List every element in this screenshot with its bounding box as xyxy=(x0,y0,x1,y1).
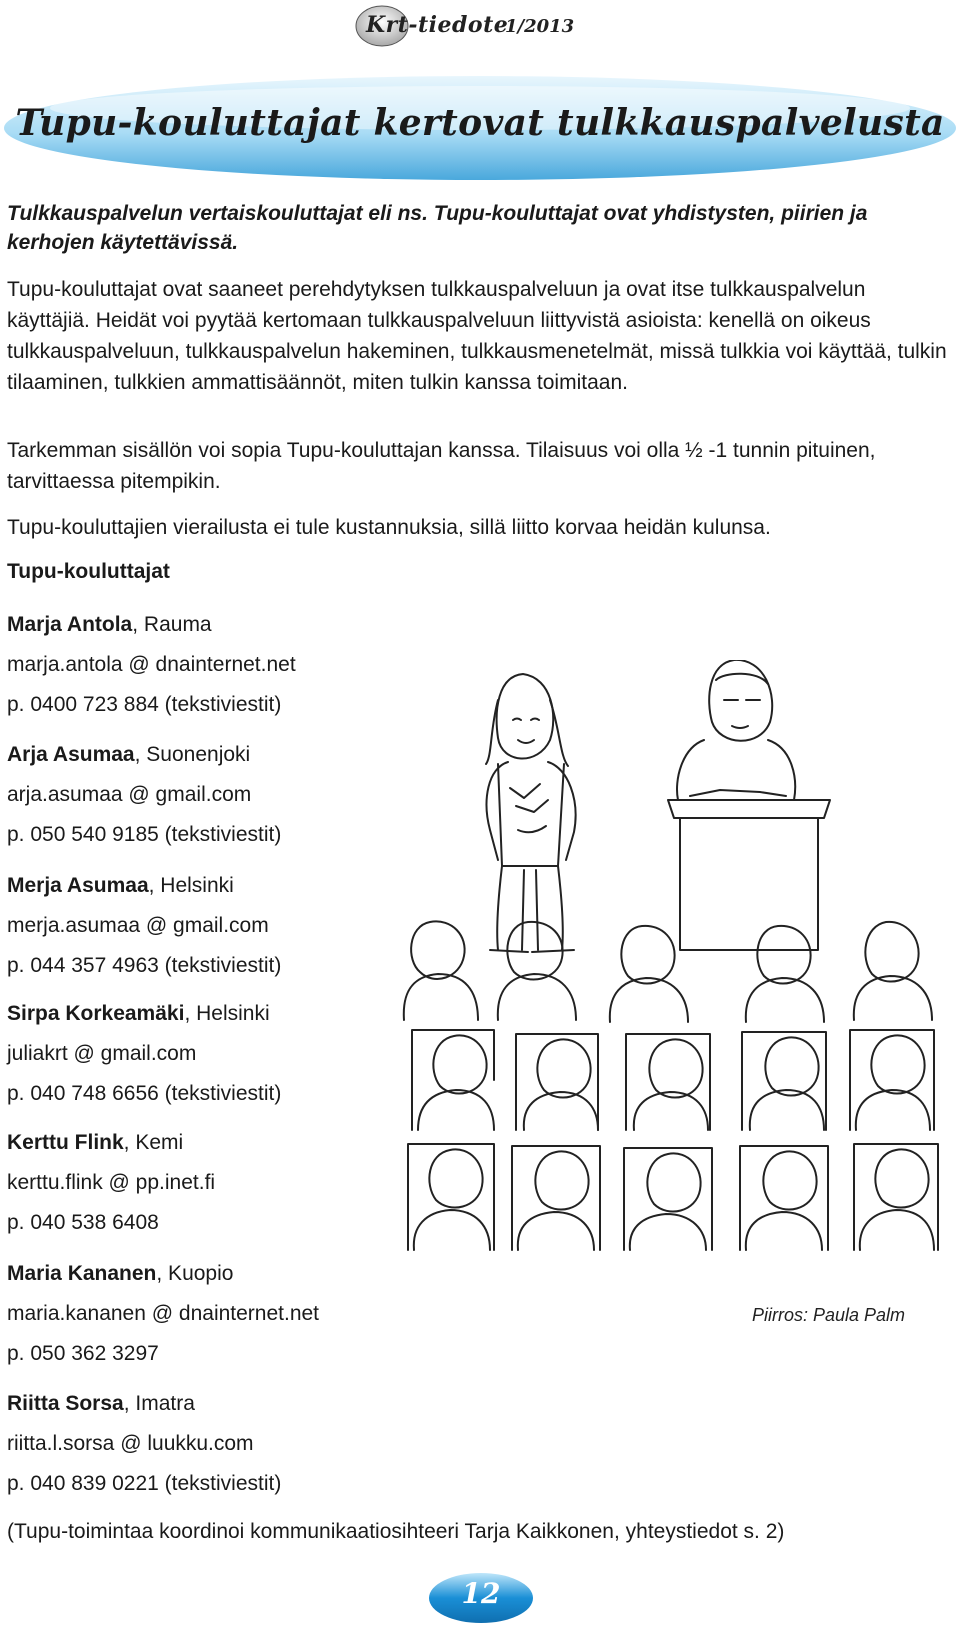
contact-phone: p. 050 540 9185 (tekstiviestit) xyxy=(7,823,282,846)
audience-row-3 xyxy=(408,1144,938,1250)
contact-city: , Kuopio xyxy=(156,1262,234,1285)
audience-row-1 xyxy=(404,921,932,1022)
contact-name: Sirpa Korkeamäki xyxy=(7,1002,185,1025)
body-paragraph-1: Tupu-kouluttajat ovat saaneet perehdytyksen tulkkauspalveluun ja ovat itse tulkkauspalvelun käyttäjiä. Heidät voi pyytää kertomaan tulkkauspalveluun liittyvistä asioista: kenellä on oikeus tulkkauspalveluun, tulkkauspalvelun hakeminen, tulkkausmenetelmät, missä tulkkia voi käyttää, tulkin tilaaminen, tulkkien ammattisäännöt, miten tulkin kanssa toimitaan. xyxy=(7,278,947,394)
contact-name: Marja Antola xyxy=(7,613,133,636)
contact-email[interactable]: juliakrt @ gmail.com xyxy=(7,1042,197,1065)
contact-card xyxy=(7,1254,319,1374)
publication-name: Krt-tiedote xyxy=(366,12,509,38)
contact-email[interactable]: riitta.l.sorsa @ luukku.com xyxy=(7,1432,254,1455)
contact-card xyxy=(7,994,281,1114)
contact-city: , Imatra xyxy=(123,1392,195,1415)
contact-name: Merja Asumaa xyxy=(7,874,149,897)
contact-card xyxy=(7,605,296,725)
contact-phone: p. 040 538 6408 xyxy=(7,1211,159,1234)
contact-name: Kerttu Flink xyxy=(7,1131,124,1154)
contact-city: , Kemi xyxy=(123,1131,184,1154)
contact-email[interactable]: arja.asumaa @ gmail.com xyxy=(7,783,252,806)
illustration-credit: Piirros: Paula Palm xyxy=(752,1305,906,1325)
contact-card xyxy=(7,1384,281,1504)
contact-phone: p. 040 748 6656 (tekstiviestit) xyxy=(7,1082,282,1105)
issue-number: 1/2013 xyxy=(505,16,575,37)
contact-card xyxy=(7,866,281,986)
contact-phone: p. 040 839 0221 (tekstiviestit) xyxy=(7,1472,282,1495)
contact-name: Arja Asumaa xyxy=(7,743,135,766)
contact-city: , Helsinki xyxy=(184,1002,270,1025)
contact-card xyxy=(7,735,281,855)
contact-name: Maria Kananen xyxy=(7,1262,157,1285)
contact-city: , Suonenjoki xyxy=(134,743,251,766)
contact-email[interactable]: marja.antola @ dnainternet.net xyxy=(7,653,296,676)
lead-paragraph: Tulkkauspalvelun vertaiskouluttajat eli ns. Tupu-kouluttajat ovat yhdistysten, piirien ja kerhojen käytettävissä. xyxy=(7,202,868,254)
page-header xyxy=(0,0,960,56)
contact-email[interactable]: merja.asumaa @ gmail.com xyxy=(7,914,269,937)
podium-speaker-figure xyxy=(668,660,830,950)
contact-city: , Rauma xyxy=(132,613,212,636)
contact-email[interactable]: kerttu.flink @ pp.inet.fi xyxy=(7,1171,216,1194)
audience-row-2 xyxy=(412,1030,934,1130)
contact-card xyxy=(7,1123,215,1243)
title-banner xyxy=(0,72,960,188)
lecture-sketch-illustration xyxy=(398,660,943,1280)
contact-name: Riitta Sorsa xyxy=(7,1392,124,1415)
page-title: Tupu-kouluttajat kertovat tulkkauspalvelusta xyxy=(15,102,945,144)
contact-phone: p. 0400 723 884 (tekstiviestit) xyxy=(7,693,282,716)
contact-city: , Helsinki xyxy=(148,874,234,897)
body-paragraph-2: Tarkemman sisällön voi sopia Tupu-kouluttajan kanssa. Tilaisuus voi olla ½ -1 tunnin pituinen, tarvittaessa pitempikin. xyxy=(7,439,876,493)
contact-phone: p. 044 357 4963 (tekstiviestit) xyxy=(7,954,282,977)
standing-interpreter-figure xyxy=(486,674,576,952)
coordinator-note: (Tupu-toimintaa koordinoi kommunikaatiosihteeri Tarja Kaikkonen, yhteystiedot s. 2) xyxy=(7,1520,785,1543)
contacts-heading: Tupu-kouluttajat xyxy=(7,560,170,583)
contact-phone: p. 050 362 3297 xyxy=(7,1342,159,1365)
page-number: 12 xyxy=(461,1577,501,1610)
contact-email[interactable]: maria.kananen @ dnainternet.net xyxy=(7,1302,320,1325)
body-paragraph-3: Tupu-kouluttajien vierailusta ei tule kustannuksia, sillä liitto korvaa heidän kulunsa. xyxy=(7,516,771,539)
